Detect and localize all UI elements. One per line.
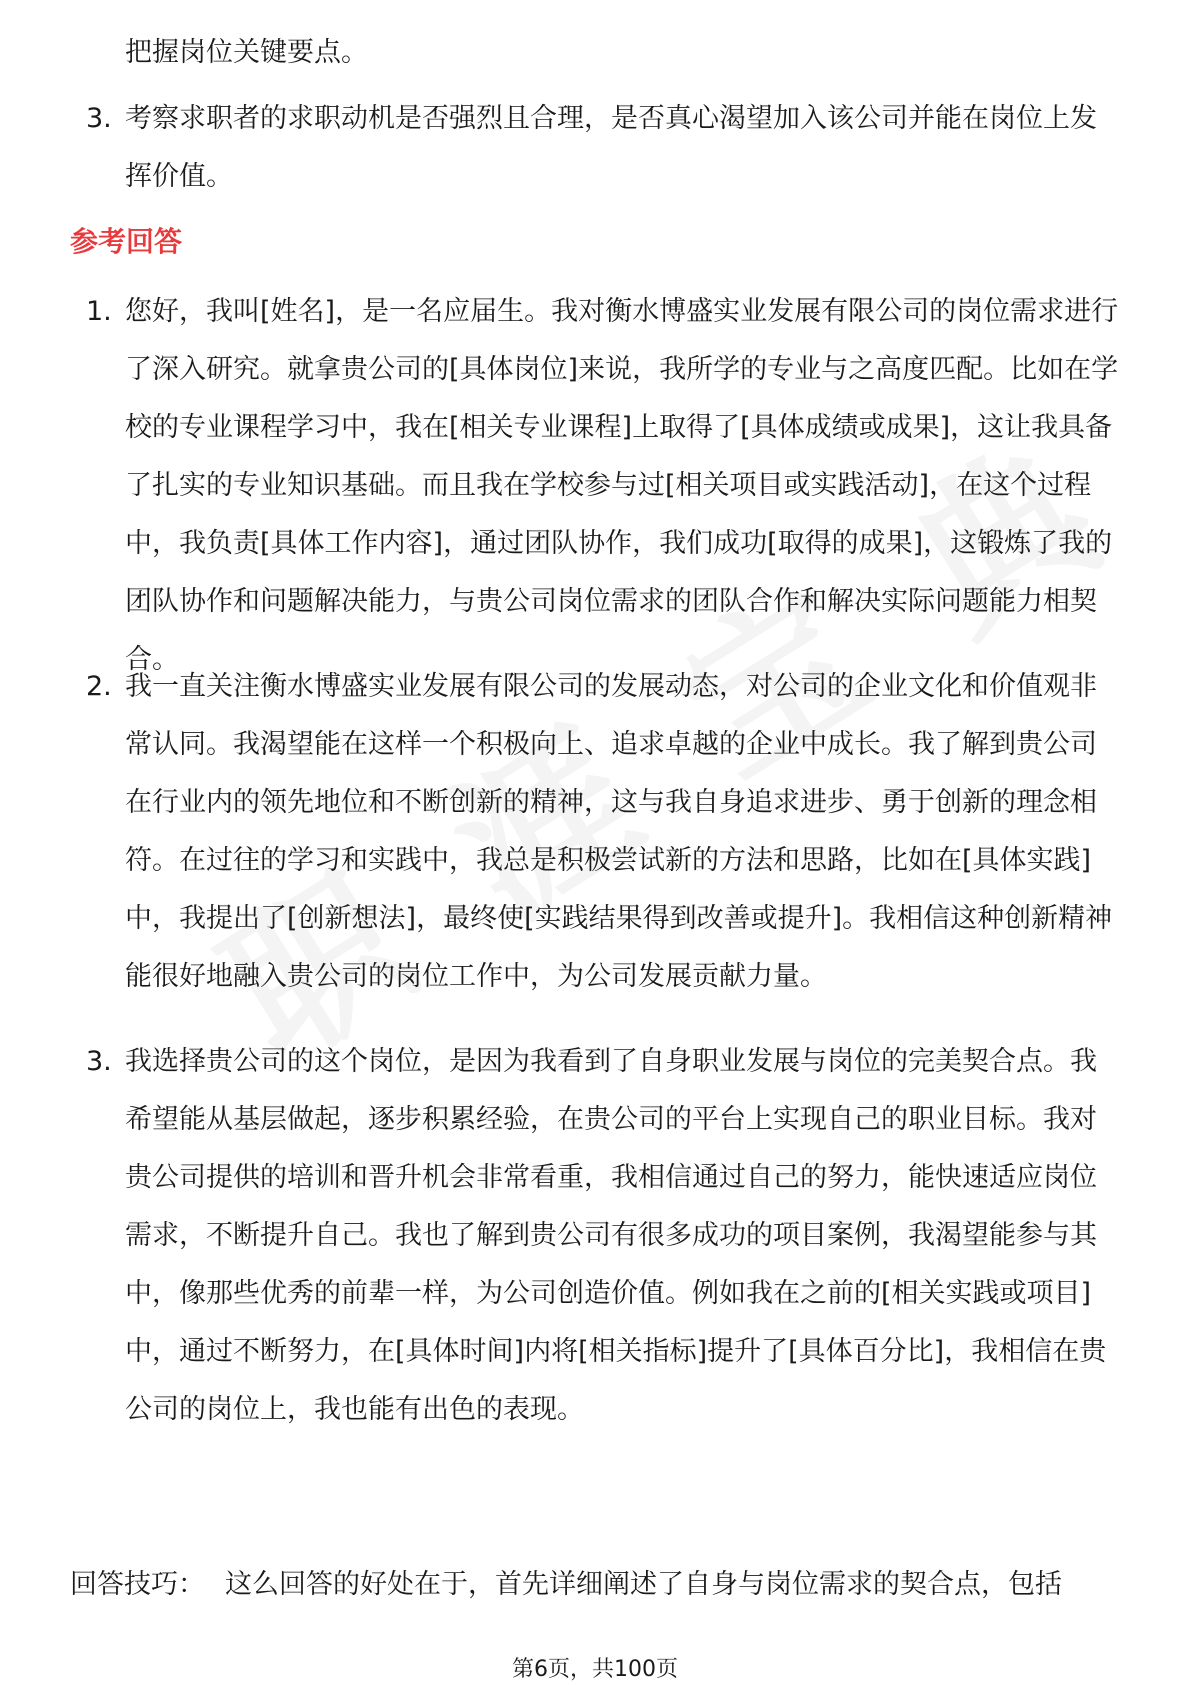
continuation-text: 把握岗位关键要点。 <box>125 37 368 68</box>
list-item-text: 您好，我叫[姓名]，是一名应届生。我对衡水博盛实业发展有限公司的岗位需求进行了深入研究。就拿贵公司的[具体岗位]来说，我所学的专业与之高度匹配。比如在学校的专业课程学习中，我在[相关专业课程]上取得了[具体成绩或成果]，这让我具备了扎实的专业知识基础。而且我在学校参与过[相关项目或实践活动]，在这个过程中，我负责[具体工作内容]，通过团队协作，我们成功[取得的成果]，这锻炼了我的团队协作和问题解决能力，与贵公司岗位需求的团队合作和解决实际问题能力相契合。 <box>125 296 1119 675</box>
answer-tips-label: 回答技巧： <box>70 1569 205 1600</box>
page-number: 第6页，共100页 <box>512 1657 678 1682</box>
list-item-number: 3. <box>86 103 112 134</box>
answer-tips <box>70 1556 1130 1614</box>
answer-tips-text: 这么回答的好处在于，首先详细阐述了自身与岗位需求的契合点，包括 <box>225 1569 1062 1600</box>
list-item-number: 2. <box>86 671 112 702</box>
list-item-text: 我选择贵公司的这个岗位，是因为我看到了自身职业发展与岗位的完美契合点。我希望能从基层做起，逐步积累经验，在贵公司的平台上实现自己的职业目标。我对贵公司提供的培训和晋升机会非常看重，我相信通过自己的努力，能快速适应岗位需求，不断提升自己。我也了解到贵公司有很多成功的项目案例，我渴望能参与其中，像那些优秀的前辈一样，为公司创造价值。例如我在之前的[相关实践或项目]中，通过不断努力，在[具体时间]内将[相关指标]提升了[具体百分比]，我相信在贵公司的岗位上，我也能有出色的表现。 <box>125 1046 1107 1425</box>
list-item-number: 1. <box>86 296 112 327</box>
list-item-text: 考察求职者的求职动机是否强烈且合理，是否真心渴望加入该公司并能在岗位上发挥价值。 <box>125 103 1097 192</box>
section-heading-reference-answer: 参考回答 <box>70 225 183 258</box>
list-item-text: 我一直关注衡水博盛实业发展有限公司的发展动态，对公司的企业文化和价值观非常认同。我渴望能在这样一个积极向上、追求卓越的企业中成长。我了解到贵公司在行业内的领先地位和不断创新的精神，这与我自身追求进步、勇于创新的理念相符。在过往的学习和实践中，我总是积极尝试新的方法和思路，比如在[具体实践]中，我提出了[创新想法]，最终使[实践结果得到改善或提升]。我相信这种创新精神能很好地融入贵公司的岗位工作中，为公司发展贡献力量。 <box>125 671 1113 992</box>
list-item-number: 3. <box>86 1046 112 1077</box>
